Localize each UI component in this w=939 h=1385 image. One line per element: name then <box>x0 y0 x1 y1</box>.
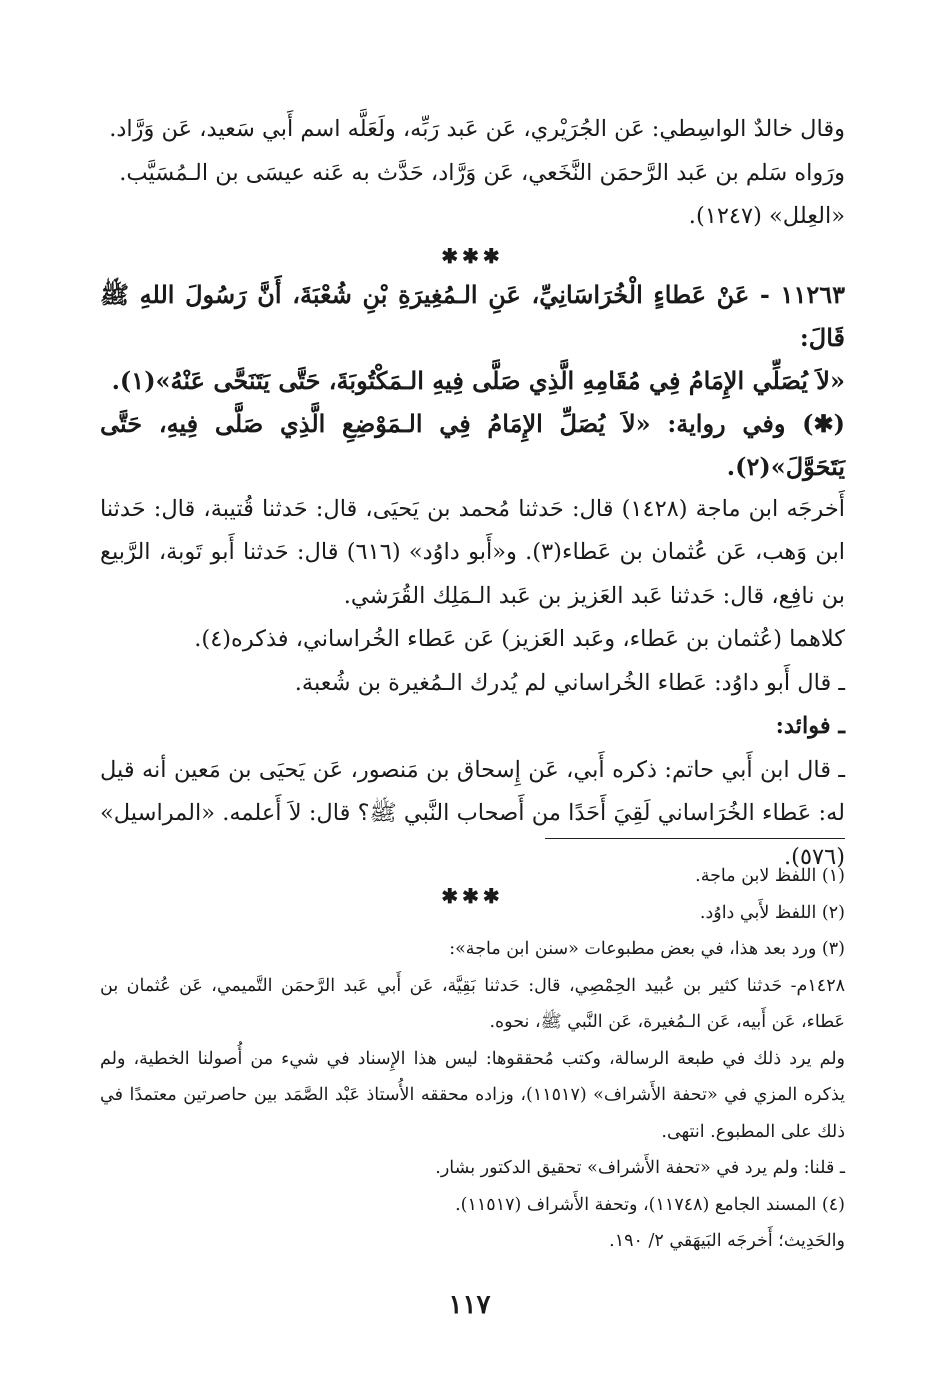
paragraph-khalid: وقال خالدٌ الواسِطي: عَن الجُرَيْري، عَن عَبد رَبِّه، ولَعَلَّه اسم أَبي سَعيد، عَن وَرَّاد. <box>109 116 845 142</box>
page-number: ١١٧ <box>448 1290 491 1320</box>
takhrij-paragraph: أَخرجَه ابن ماجة (١٤٢٨) قال: حَدثنا مُحمد بن يَحيَى، قال: حَدثنا قُتيبة، قال: حَدثنا ابن وَهب، عَن عُثمان بن عَطاء(٣). و«أَبو داوُد» (٦١٦) قال: حَدثنا أَبو تَوبة، الرَّبيع بن نافِع، قال: حَدثنا عَبد العَزيز بن عَبد الـمَلِك القُرَشي. <box>100 495 845 609</box>
footnote-separator <box>545 838 845 839</box>
footnote-3-intro: (٣) ورد بعد هذا، في بعض مطبوعات «سنن ابن ماجة»: <box>449 939 845 959</box>
footnote-3-comment: ولم يرد ذلك في طبعة الرسالة، وكتب مُحققوها: ليس هذا الإِسناد في شيء من أُصولنا الخطية، ولم يذكره المزي في «تحفة الأَشراف» (١١٥١٧)، وزاده محققه الأُستاذ عَبْد الصَّمَد بين حاصرتين معتمدًا في ذلك على المطبوع. انتهى. <box>100 1048 846 1142</box>
paragraph-both-chains: كلاهما (عُثمان بن عَطاء، وعَبد العَزيز) عَن عَطاء الخُراساني، فذكره(٤). <box>194 626 845 652</box>
footnote-3-text: ١٤٢٨م- حَدثنا كثير بن عُبيد الحِمْصِي، قال: حَدثنا بَقِيَّة، عَن أَبي عَبد الرَّحمَن التَّميمي، عَن عُثمان بن عَطاء، عَن أَبيه، عَن الـمُغيرة، عَن النَّبي ﷺ، نحوه. <box>100 975 845 1032</box>
hadith-variant: (✱) وفي رواية: «لاَ يُصَلِّ الإِمَامُ فِي الـمَوْضِعِ الَّذِي صَلَّى فِيهِ، حَتَّى يَتَحَوَّلَ»(٢). <box>100 408 845 481</box>
paragraph-salm: ورَواه سَلم بن عَبد الرَّحمَن النَّخَعي، عَن وَرَّاد، حَدَّث به عَنه عيسَى بن الـمُسَيَّب. <box>119 159 845 186</box>
footnotes <box>100 858 845 1260</box>
footnote-4: (٤) المسند الجامع (١١٧٤٨)، وتحفة الأَشراف (١١٥١٧). <box>455 1194 845 1215</box>
hadith-text-line1: ١١٢٦٣ - عَنْ عَطاءٍ الْخُرَاسَانِيِّ، عَنِ الـمُغِيرَةِ بْنِ شُعْبَةَ، أَنَّ رَسُولَ اللهِ ﷺ قَالَ: <box>100 279 845 352</box>
fawaid-heading: ـ فوائد: <box>775 713 845 739</box>
paragraph-abudawud-note: ـ قال أَبو داوُد: عَطاء الخُراساني لم يُدرك الـمُغيرة بن شُعبة. <box>294 669 845 696</box>
footnote-3-ours: ـ قلنا: ولم يرد في «تحفة الأَشراف» تحقيق الدكتور بشار. <box>435 1158 845 1178</box>
footnote-4-continued: والحَدِيث؛ أَخرجَه البَيهَقي ٢/ ١٩٠. <box>609 1231 845 1251</box>
section-divider-stars-end: ✱✱✱ <box>441 884 504 908</box>
paragraph-ilal-ref: «العِلل» (١٢٤٧). <box>688 203 845 229</box>
main-text <box>100 108 845 913</box>
footnote-2: (٢) اللفظ لأَبي داوُد. <box>699 902 845 923</box>
footnote-1: (١) اللفظ لابن ماجة. <box>695 866 845 886</box>
section-divider-stars: ✱✱✱ <box>441 243 504 268</box>
paragraph-ibn-abi-hatim: ـ قال ابن أَبي حاتم: ذكره أَبي، عَن إِسحاق بن مَنصور، عَن يَحيَى بن مَعين أنه قيل له: عَطاء الخُرَاساني لَقِيَ أَحَدًا من أَصحاب النَّبي ﷺ؟ قال: لاَ أَعلمه. «المراسيل» (٥٧٦). <box>100 756 845 870</box>
hadith-text-line2: «لاَ يُصَلِّي الإِمَامُ فِي مُقَامِهِ الَّذِي صَلَّى فِيهِ الـمَكْتُوبَةَ، حَتَّى يَتَنَحَّى عَنْهُ»(١). <box>111 365 845 395</box>
